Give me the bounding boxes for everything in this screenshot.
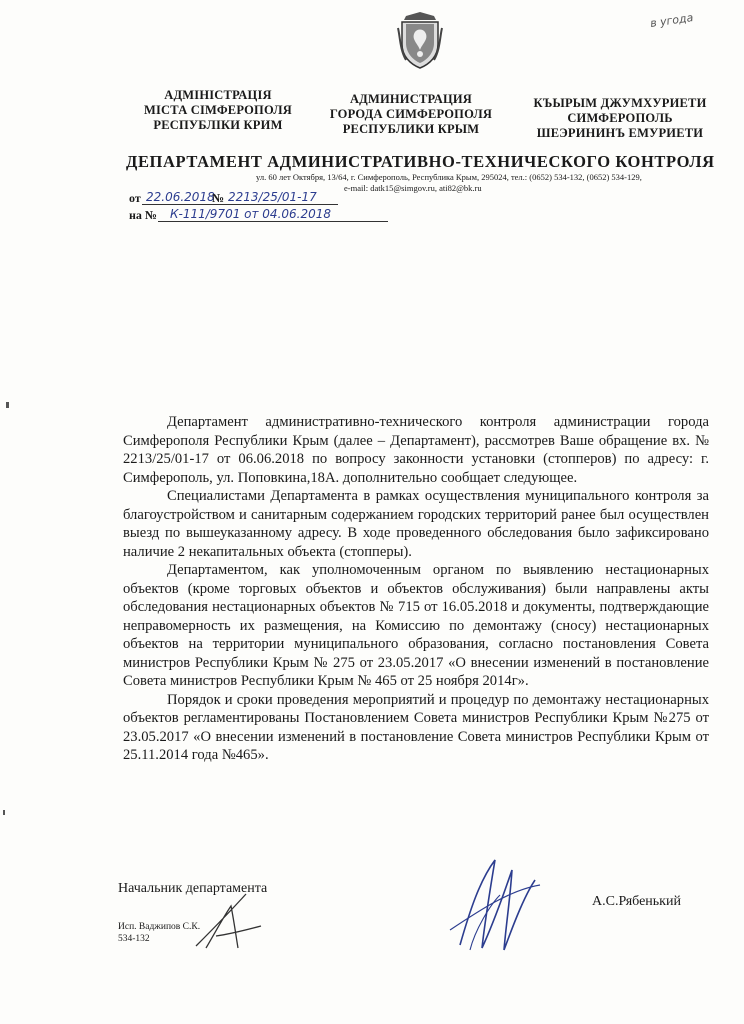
header-crh-line: СИМФЕРОПОЛЬ	[567, 111, 673, 125]
header-crh-line: ШЕЭРИНИНЪ ЕМУРИЕТИ	[536, 126, 704, 140]
crimea-emblem-icon	[396, 10, 444, 70]
ref-underline	[158, 221, 388, 222]
ref-ot-date: 22.06.2018	[146, 190, 215, 204]
signature-mark	[440, 850, 550, 960]
header-crh-line: КЪЫРЫМ ДЖУМХУРИЕТИ	[533, 96, 707, 110]
body-paragraph: Специалистами Департамента в рамках осуществления муниципального контроля за благоустройством и санитарным содержанием городских территорий ранее был осуществлен выезд по вышеуказанному адресу. В ходе проведенного обследования было зафиксировано наличие 2 некапитальных объекта (стопперы).	[123, 488, 709, 560]
header-ukr-line: АДМІНІСТРАЦІЯ	[164, 88, 272, 102]
header-russian	[318, 92, 504, 137]
header-ukr-line: МІСТА СІМФЕРОПОЛЯ	[143, 103, 292, 117]
scan-speck	[6, 402, 9, 408]
executor-phone: 534-132	[118, 934, 150, 944]
scan-speck	[3, 810, 5, 815]
header-rus-line: АДМИНИСТРАЦИЯ	[349, 92, 473, 106]
header-rus-line: ГОРОДА СИМФЕРОПОЛЯ	[329, 107, 493, 121]
header-rus-line: РЕСПУБЛИКИ КРЫМ	[342, 122, 480, 136]
body-paragraph: Департаментом, как уполномоченным органом по выявлению нестационарных объектов (кроме торговых объектов и объектов обслуживания) были направлены акты обследования нестационарных объектов № 715 от 16.05.2018 и документы, подтверждающие неправомерность их размещения, на Комиссию по демонтажу (сносу) нестационарных объектов на территории муниципального образования, согласно постановления Совета министров Республики Крым № 275 от 23.05.2017 «О внесении изменений в постановление Совета министров Республики Крым № 465 от 25 ноября 2014г».	[123, 562, 709, 689]
letter-body	[123, 413, 709, 765]
ref-na-value: К-111/9701 от 04.06.2018	[170, 207, 332, 221]
address-line: ул. 60 лет Октября, 13/64, г. Симферополь, Республика Крым, 295024, тел.: (0652) 534-132, (0652) 534-129,	[256, 172, 642, 182]
header-ukrainian	[118, 88, 318, 133]
corner-handwritten-note: в угода	[649, 11, 695, 30]
email-line: e-mail: datk15@simgov.ru, ati82@bk.ru	[344, 183, 482, 193]
ref-underline	[142, 204, 338, 205]
body-paragraph: Департамент административно-технического контроля администрации города Симферополя Республики Крым (далее – Департамент), рассмотрев Ваше обращение вх. № 2213/25/01-17 от 06.06.2018 по вопросу законности установки (стопперов) по адресу: г. Симферополь, ул. Поповкина,18А. дополнительно сообщает следующее.	[123, 414, 709, 486]
ref-ot-label: от	[129, 191, 141, 205]
ref-na-label: на №	[129, 208, 157, 222]
header-ukr-line: РЕСПУБЛІКИ КРИМ	[153, 118, 283, 132]
ref-no-value: 2213/25/01-17	[228, 190, 317, 204]
signatory-name: А.С.Рябенький	[592, 894, 681, 909]
signatory-role: Начальник департамента	[118, 881, 268, 896]
ref-no-label: №	[212, 191, 225, 205]
department-title: ДЕПАРТАМЕНТ АДМИНИСТРАТИВНО-ТЕХНИЧЕСКОГО КОНТРОЛЯ	[126, 152, 715, 171]
header-crimean-tatar	[518, 96, 722, 141]
body-paragraph: Порядок и сроки проведения мероприятий и процедур по демонтажу нестационарных объектов регламентированы Постановлением Совета министров Республики Крым №275 от 23.05.2017 «О внесении изменений в постановление Совета министров Республики Крым от 25.11.2014 года №465».	[123, 691, 709, 763]
executor-name: Исп. Ваджипов С.К.	[118, 922, 201, 932]
